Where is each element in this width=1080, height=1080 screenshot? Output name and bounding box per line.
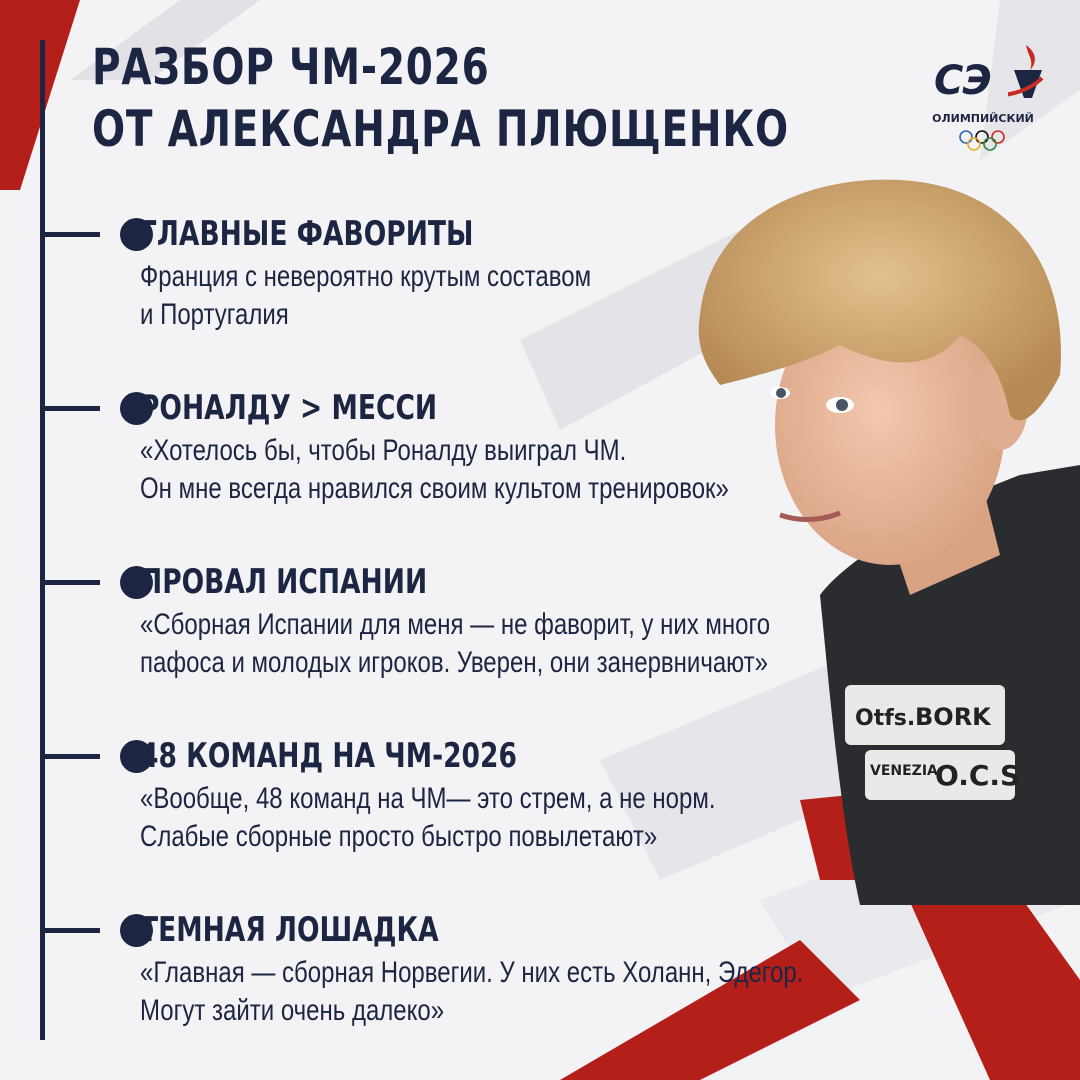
shirt-text-2: BORK xyxy=(915,703,991,731)
item-line: Могут зайти очень далеко» xyxy=(140,994,445,1027)
item-connector xyxy=(40,406,100,411)
item-connector xyxy=(40,580,100,585)
item-line: «Сборная Испании для меня — не фаворит, у них много xyxy=(140,608,771,641)
item-connector xyxy=(40,232,100,237)
shirt-text-3: VENEZIA xyxy=(870,763,938,779)
item-heading: ТЕМНАЯ ЛОШАДКА xyxy=(140,910,439,950)
olympic-se-logo xyxy=(928,40,1048,155)
item-line: «Вообще, 48 команд на ЧМ— это стрем, а не норм. xyxy=(140,782,716,815)
item-line: «Хотелось бы, чтобы Роналду выиграл ЧМ. xyxy=(140,434,627,467)
item-heading: 48 КОМАНД НА ЧМ-2026 xyxy=(140,736,517,776)
item-body xyxy=(140,606,770,682)
olympic-rings-icon xyxy=(958,130,1006,152)
shirt-text-1: Otfs. xyxy=(855,706,916,731)
eye-left xyxy=(836,399,848,411)
timeline-line xyxy=(40,40,45,1040)
item-heading: РОНАЛДУ > МЕССИ xyxy=(140,388,438,428)
portrait-photo xyxy=(680,175,1080,905)
title-line-1: РАЗБОР ЧМ-2026 xyxy=(92,38,490,96)
item-connector xyxy=(40,928,100,933)
item-heading: ГЛАВНЫЕ ФАВОРИТЫ xyxy=(140,214,474,254)
item-heading: ПРОВАЛ ИСПАНИИ xyxy=(140,562,428,602)
item-body xyxy=(140,954,803,1030)
eye-right xyxy=(776,388,786,398)
item-line: Франция с невероятно крутым составом xyxy=(140,260,592,293)
item-line: Слабые сборные просто быстро повылетают» xyxy=(140,820,658,853)
title-line-2: ОТ АЛЕКСАНДРА ПЛЮЩЕНКО xyxy=(92,100,789,158)
item-connector xyxy=(40,754,100,759)
shirt-text-4: O.C.S xyxy=(935,759,1021,792)
item-line: пафоса и молодых игроков. Уверен, они занервничают» xyxy=(140,646,768,679)
logo-subtitle: ОЛИМПИЙСКИЙ xyxy=(932,112,1034,125)
item-line: и Португалия xyxy=(140,298,289,331)
item-body xyxy=(140,258,591,334)
item-body xyxy=(140,432,729,508)
item-line: «Главная — сборная Норвегии. У них есть Холанн, Эдегор. xyxy=(140,956,804,989)
torch-icon xyxy=(1008,40,1048,100)
logo-brand-text: СЭ xyxy=(934,58,991,104)
item-line: Он мне всегда нравился своим культом тренировок» xyxy=(140,472,729,505)
item-body xyxy=(140,780,716,856)
page-title xyxy=(92,36,789,160)
